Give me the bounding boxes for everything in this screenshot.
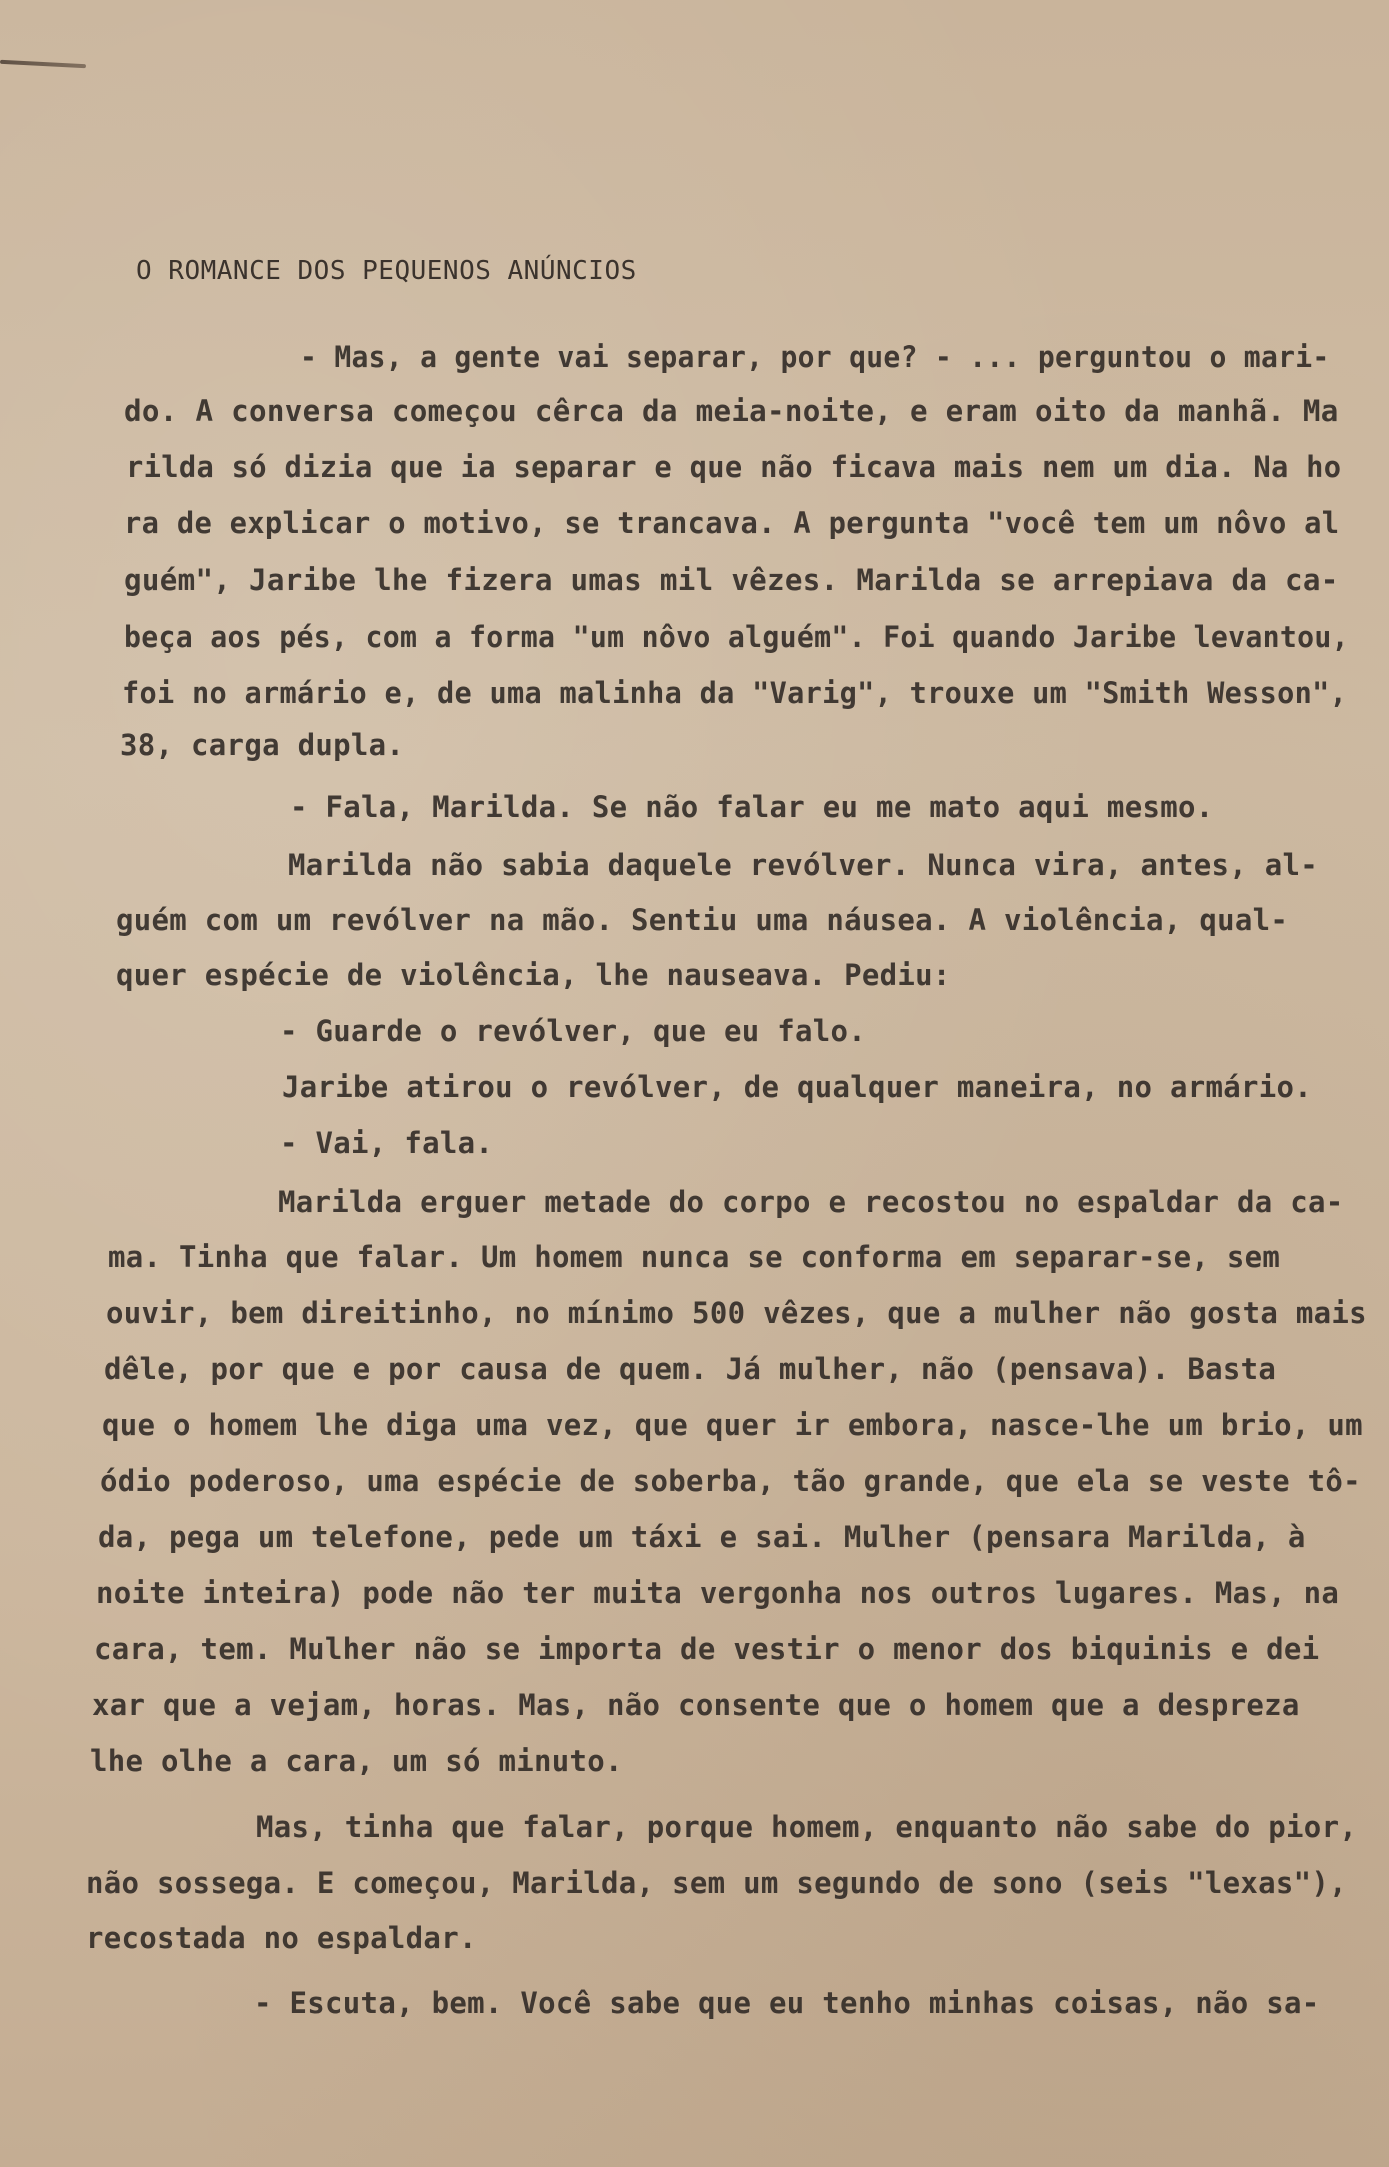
text-line: Marilda não sabia daquele revólver. Nunca vira, antes, al- — [288, 848, 1319, 882]
text-line: quer espécie de violência, lhe nauseava. Pediu: — [116, 958, 951, 992]
text-line: recostada no espaldar. — [86, 1921, 477, 1955]
text-line: Jaribe atirou o revólver, de qualquer maneira, no armário. — [282, 1070, 1313, 1104]
text-line: noite inteira) pode não ter muita vergonha nos outros lugares. Mas, na — [96, 1576, 1340, 1610]
text-line: - Vai, fala. — [280, 1126, 494, 1160]
text-line: ma. Tinha que falar. Um homem nunca se conforma em separar-se, sem — [108, 1240, 1281, 1274]
text-line: guém com um revólver na mão. Sentiu uma náusea. A violência, qual- — [116, 903, 1289, 937]
text-line: da, pega um telefone, pede um táxi e sai. Mulher (pensara Marilda, à — [98, 1520, 1306, 1554]
text-line: que o homem lhe diga uma vez, que quer ir embora, nasce-lhe um brio, um — [102, 1408, 1363, 1442]
text-line: 38, carga dupla. — [120, 728, 405, 762]
document-title: O ROMANCE DOS PEQUENOS ANÚNCIOS — [136, 256, 637, 286]
text-line: - Guarde o revólver, que eu falo. — [280, 1014, 867, 1048]
text-line: xar que a vejam, horas. Mas, não consente que o homem que a despreza — [92, 1688, 1300, 1722]
text-line: - Escuta, bem. Você sabe que eu tenho minhas coisas, não sa- — [254, 1986, 1320, 2020]
ink-mark — [0, 60, 86, 68]
text-line: - Fala, Marilda. Se não falar eu me mato aqui mesmo. — [290, 790, 1214, 824]
text-line: dêle, por que e por causa de quem. Já mulher, não (pensava). Basta — [104, 1352, 1277, 1386]
text-line: beça aos pés, com a forma "um nôvo alguém". Foi quando Jaribe levantou, — [124, 620, 1349, 654]
text-line: lhe olhe a cara, um só minuto. — [90, 1744, 623, 1778]
text-line: ódio poderoso, uma espécie de soberba, tão grande, que ela se veste tô- — [100, 1464, 1361, 1498]
text-line: foi no armário e, de uma malinha da "Varig", trouxe um "Smith Wesson", — [122, 676, 1348, 710]
text-line: Mas, tinha que falar, porque homem, enquanto não sabe do pior, — [256, 1810, 1358, 1844]
text-line: ra de explicar o motivo, se trancava. A pergunta "você tem um nôvo al — [124, 506, 1340, 540]
text-line: ouvir, bem direitinho, no mínimo 500 vêzes, que a mulher não gosta mais — [106, 1296, 1367, 1330]
text-line: guém", Jaribe lhe fizera umas mil vêzes. Marilda se arrepiava da ca- — [124, 563, 1339, 597]
text-line: Marilda erguer metade do corpo e recostou no espaldar da ca- — [278, 1185, 1344, 1219]
text-line: do. A conversa começou cêrca da meia-noite, e eram oito da manhã. Ma — [124, 394, 1339, 428]
text-line: - Mas, a gente vai separar, por que? - ... perguntou o mari- — [300, 340, 1330, 374]
text-line: cara, tem. Mulher não se importa de vestir o menor dos biquinis e dei — [94, 1632, 1320, 1666]
text-line: não sossega. E começou, Marilda, sem um segundo de sono (seis "lexas"), — [86, 1866, 1347, 1900]
text-line: rilda só dizia que ia separar e que não ficava mais nem um dia. Na ho — [126, 450, 1342, 484]
